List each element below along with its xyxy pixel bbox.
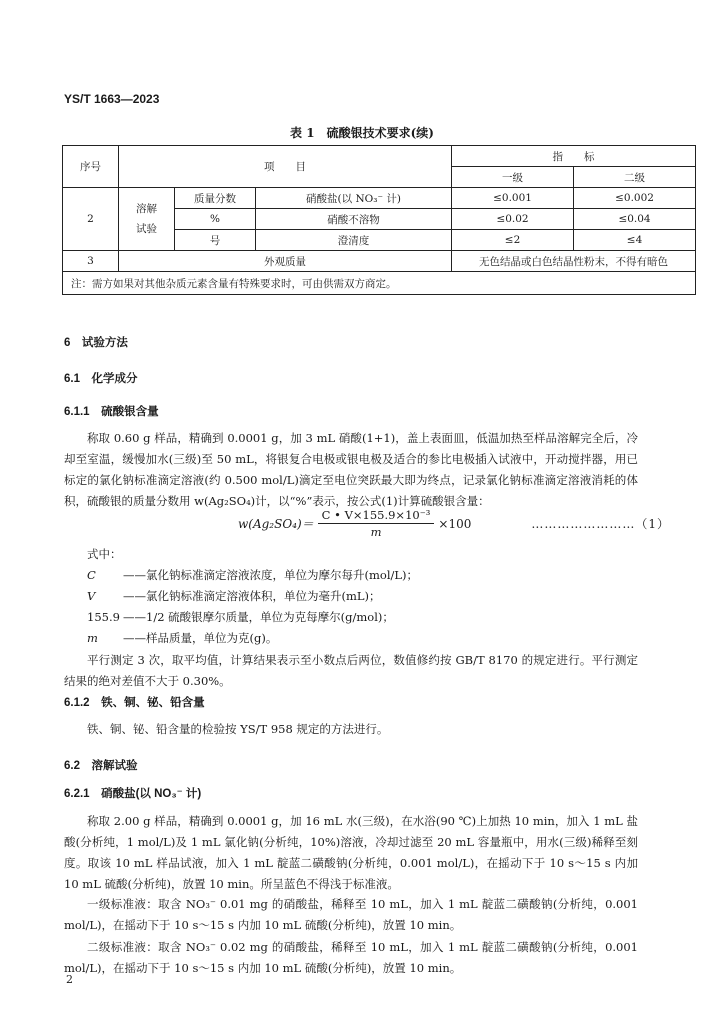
paragraph-6-1-1-b: 平行测定 3 次，取平均值，计算结果表示至小数点后两位，数值修约按 GB/T 8170 的规定进行。平行测定结果的绝对差值不大于 0.30%。: [64, 653, 638, 688]
paragraph-grade1-standard: 一级标准液：取含 NO₃⁻ 0.01 mg 的硝酸盐，稀释至 10 mL，加入 1 mL 靛蓝二磺酸钠(分析纯，0.001 mol/L)，在摇动下于 10 s～15 s 内加 10 mL 硫酸(分析纯)，放置 10 min。: [64, 897, 638, 932]
definition-item: [87, 607, 418, 628]
row2-insoluble: 硝酸不溶物: [256, 209, 452, 230]
definition-item: [87, 586, 418, 607]
head-grade2: 二级: [574, 167, 696, 188]
formula-lhs: w(Ag₂SO₄)＝: [238, 517, 314, 531]
head-seq: 序号: [63, 146, 119, 188]
row2-mass-fraction: 质量分数: [175, 188, 256, 209]
definition-list: [87, 565, 418, 649]
definition-text: ——样品质量，单位为克(g)。: [123, 631, 278, 645]
head-item: 项 目: [119, 146, 452, 188]
row3-value: 无色结晶或白色结晶性粉末，不得有暗色: [452, 251, 696, 272]
section-6-1-heading: 6.1 化学成分: [64, 373, 138, 385]
definition-symbol: 155.9: [87, 610, 120, 624]
section-6-2-1-heading: 6.2.1 硝酸盐(以 NO₃⁻ 计): [64, 788, 202, 800]
page-number: 2: [66, 973, 73, 986]
row2-nitrate-g1: ≤0.001: [452, 188, 574, 209]
section-6-1-1-heading: 6.1.1 硫酸银含量: [64, 406, 159, 418]
row2-clarity: 澄清度: [256, 230, 452, 251]
row2-insoluble-g1: ≤0.02: [452, 209, 574, 230]
definition-item: [87, 565, 418, 586]
row2-nitrate-g2: ≤0.002: [574, 188, 696, 209]
row2-clarity-g1: ≤2: [452, 230, 574, 251]
row2-insoluble-g2: ≤0.04: [574, 209, 696, 230]
table-caption: 表 1 硫酸银技术要求(续): [290, 126, 434, 140]
formula-1: [238, 508, 670, 539]
row2-seq: 2: [63, 188, 119, 251]
paragraph-6-1-1: 称取 0.60 g 样品，精确到 0.0001 g，加 3 mL 硝酸(1+1)，盖上表面皿，低温加热至样品溶解完全后，冷却至室温，缓慢加水(三级)至 50 mL，将银复合电极或银电极及适合的参比电极插入试液中，开动搅拌器，用已标定的氯化钠标准滴定溶液(约 0.500 mol/L)滴定至电位突跃最大即为终点，记录氯化钠标准滴定溶液消耗的体积，硫酸银的质量分数用 w(Ag₂SO₄)计，以“%”表示，按公式(1)计算硫酸银含量：: [64, 431, 638, 508]
definition-text: ——氯化钠标准滴定溶液浓度，单位为摩尔每升(mol/L)；: [123, 568, 418, 582]
formula-denominator: m: [370, 525, 382, 539]
formula-numerator: C • V×155.9×10⁻³: [318, 508, 435, 524]
row2-unit-no: 号: [175, 230, 256, 251]
definition-text: ——1/2 硫酸银摩尔质量，单位为克每摩尔(g/mol)；: [123, 610, 394, 624]
definition-item: [87, 628, 418, 649]
formula-tail: ×100: [438, 516, 472, 531]
where-label: 式中：: [87, 547, 122, 561]
paragraph-6-1-2: 铁、铜、铋、铅含量的检验按 YS/T 958 规定的方法进行。: [87, 722, 389, 736]
definition-text: ——氯化钠标准滴定溶液体积，单位为毫升(mL)；: [123, 589, 381, 603]
spec-table: [62, 145, 696, 295]
section-6-heading: 6 试验方法: [64, 337, 128, 349]
head-indicator: 指 标: [452, 146, 696, 167]
paragraph-6-2-1: 称取 2.00 g 样品，精确到 0.0001 g，加 16 mL 水(三级)，在水浴(90 ℃)上加热 10 min，加入 1 mL 盐酸(分析纯，1 mol/L)及 1 mL 氯化钠(分析纯，10%)溶液，冷却过滤至 20 mL 容量瓶中，用水(三级)稀释至刻度。取该 10 mL 样品试液，加入 1 mL 靛蓝二磺酸钠(分析纯，0.001 mol/L)，在摇动下于 10 s～15 s 内加 10 mL 硫酸(分析纯)，放置 10 min。所呈蓝色不得浅于标准液。: [64, 814, 638, 891]
formula-fraction: [318, 508, 435, 539]
definition-symbol: m: [87, 631, 98, 645]
paragraph-grade2-standard: 二级标准液：取含 NO₃⁻ 0.02 mg 的硝酸盐，稀释至 10 mL，加入 1 mL 靛蓝二磺酸钠(分析纯，0.001 mol/L)，在摇动下于 10 s～15 s 内加 10 mL 硫酸(分析纯)，放置 10 min。: [64, 940, 638, 975]
definition-symbol: C: [87, 568, 96, 582]
table-note: 注：需方如果对其他杂质元素含量有特殊要求时，可由供需双方商定。: [63, 272, 696, 295]
formula-number: ……………………（1）: [531, 517, 670, 531]
row2-clarity-g2: ≤4: [574, 230, 696, 251]
row2-test: 溶解 试验: [119, 188, 175, 251]
head-grade1: 一级: [452, 167, 574, 188]
row2-percent: %: [175, 209, 256, 230]
standard-number: YS/T 1663—2023: [64, 92, 160, 106]
row3-item: 外观质量: [119, 251, 452, 272]
row3-seq: 3: [63, 251, 119, 272]
section-6-1-2-heading: 6.1.2 铁、铜、铋、铅含量: [64, 697, 205, 709]
section-6-2-heading: 6.2 溶解试验: [64, 760, 138, 772]
definition-symbol: V: [87, 589, 96, 603]
row2-nitrate: 硝酸盐(以 NO₃⁻ 计): [256, 188, 452, 209]
